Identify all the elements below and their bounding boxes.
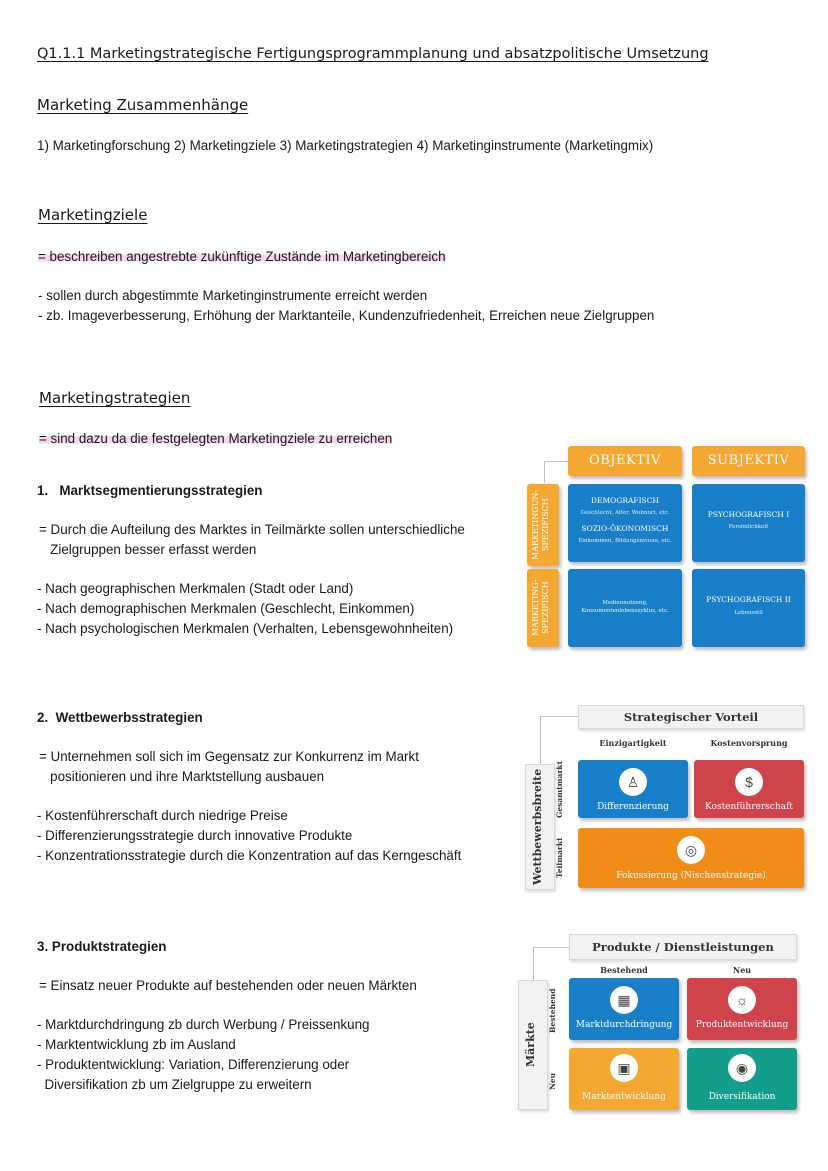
wett-bullet-3: - Konzentrationsstrategie durch die Konzentration auf das Kerngeschäft [37, 848, 462, 863]
seg-def-1: = Durch die Aufteilung des Marktes in Teilmärkte sollen unterschiedliche [39, 522, 465, 537]
wett-box-1-label: Differenzierung [597, 802, 669, 812]
strategien-definition: = sind dazu da die festgelegten Marketingziele zu erreichen [39, 431, 393, 446]
target-group-icon: ◎ [677, 836, 705, 864]
wett-side-panel [525, 764, 555, 890]
seg-cell-11-sub2: Einkommen, Bildungsniveau, etc. [578, 538, 672, 544]
prod-heading: 3. Produktstrategien [37, 939, 167, 954]
seg-cell-11-title2: SOZIO-ÖKONOMISCH [581, 524, 669, 533]
prod-col-2: Neu [732, 965, 752, 975]
prod-bullet-3: - Produktentwicklung: Variation, Differenzierung oder [37, 1057, 350, 1072]
prod-row-1: Bestehend [548, 988, 557, 1034]
seg-cell-psychografisch-2 [692, 569, 805, 647]
lightbulb-icon: ☼ [728, 986, 756, 1014]
seg-cell-22-sub: Lebensstil [734, 610, 763, 616]
competition-diagram [522, 700, 812, 896]
presentation-icon: ▦ [610, 986, 638, 1014]
wett-col-1: Einzigartigkeit [599, 738, 667, 748]
wett-heading: 2. Wettbewerbsstrategien [37, 710, 203, 725]
wett-header: Strategischer Vorteil [578, 705, 804, 729]
seg-cell-21-sub: Mediennutzung, Konsumentenlebenszyklus, etc. [581, 600, 669, 614]
seg-cell-22-title: PSYCHOGRAFISCH II [706, 595, 791, 604]
seg-cell-11-title: DEMOGRAFISCH [591, 496, 659, 505]
seg-bullet-1: - Nach geographischen Merkmalen (Stadt oder Land) [37, 581, 354, 596]
heading-marketingstrategien: Marketingstrategien [39, 389, 191, 407]
prod-box-marktdurchdringung [569, 978, 679, 1040]
prod-box-3-label: Marktentwicklung [581, 1092, 666, 1102]
seg-cell-12-sub: Persönlichkeit [728, 524, 769, 530]
wett-side-label: Wettbewerbsbreite [531, 768, 544, 886]
money-bag-icon: $ [735, 768, 763, 796]
seg-cell-demografisch [568, 484, 682, 562]
seg-bullet-3: - Nach psychologischen Merkmalen (Verhalten, Lebensgewohnheiten) [37, 621, 454, 636]
team-icon: ♙ [619, 768, 647, 796]
wett-bullet-1: - Kostenführerschaft durch niedrige Preise [37, 808, 288, 823]
heading-zusammenhaenge: Marketing Zusammenhänge [37, 96, 249, 114]
segmentation-diagram [524, 443, 814, 653]
seg-cell-11-sub: Geschlecht, Alter, Wohnort, etc. [580, 510, 670, 516]
wett-box-fokussierung [578, 828, 804, 888]
prod-def: = Einsatz neuer Produkte auf bestehenden oder neuen Märkten [39, 978, 417, 993]
wett-box-3-label: Fokussierung (Nischenstrategie) [616, 871, 766, 881]
wett-row-2: Teilmarkt [555, 837, 564, 879]
seg-col-subjektiv: SUBJEKTIV [692, 446, 805, 476]
prod-header: Produkte / Dienstleistungen [569, 934, 797, 960]
prod-box-diversifikation [687, 1048, 797, 1110]
prod-bullet-2: - Marktentwicklung zb im Ausland [37, 1037, 236, 1052]
wett-def-1: = Unternehmen soll sich im Gegensatz zur Konkurrenz im Markt [39, 749, 419, 764]
heading-marketingziele: Marketingziele [38, 206, 148, 224]
prod-col-1: Bestehend [600, 965, 648, 975]
seg-heading: 1. Marktsegmentierungsstrategien [37, 483, 263, 498]
prod-box-2-label: Produktentwicklung [695, 1020, 789, 1030]
wett-col-2: Kostenvorsprung [710, 738, 788, 748]
ziele-definition: = beschreiben angestrebte zukünftige Zustände im Marketingbereich [38, 249, 446, 264]
prod-box-4-label: Diversifikation [708, 1092, 776, 1102]
seg-cell-marketing-spezifisch [568, 569, 682, 647]
prod-box-1-label: Marktdurchdringung [575, 1020, 673, 1030]
prod-bullet-4: Diversifikation zb um Zielgruppe zu erweitern [37, 1077, 312, 1092]
wett-bullet-2: - Differenzierungsstrategie durch innovative Produkte [37, 828, 353, 843]
seg-row-2 [527, 569, 559, 647]
prod-box-marktentwicklung [569, 1048, 679, 1110]
prod-bullet-1: - Marktdurchdringung zb durch Werbung / Preissenkung [37, 1017, 370, 1032]
bracket-line [540, 716, 580, 764]
seg-cell-12-title: PSYCHOGRAFISCH I [707, 510, 790, 519]
seg-cell-psychografisch-1 [692, 484, 805, 562]
location-pin-icon: ◉ [728, 1054, 756, 1082]
ziele-bullet-2: - zb. Imageverbesserung, Erhöhung der Marktanteile, Kundenzufriedenheit, Erreichen neue Zielgruppen [38, 308, 655, 323]
prod-side-panel [518, 980, 548, 1110]
seg-row-1 [527, 484, 559, 566]
seg-def-2: Zielgruppen besser erfasst werden [39, 542, 257, 557]
page-title: Q1.1.1 Marketingstrategische Fertigungsprogrammplanung und absatzpolitische Umsetzung [37, 46, 709, 62]
wett-box-2-label: Kostenführerschaft [705, 802, 793, 812]
store-icon: ▣ [610, 1054, 638, 1082]
wett-def-2: positionieren und ihre Marktstellung ausbauen [39, 769, 325, 784]
prod-box-produktentwicklung [687, 978, 797, 1040]
zusammenhaenge-line: 1) Marketingforschung 2) Marketingziele 3) Marketingstrategien 4) Marketinginstrumente (Marketingmix) [37, 138, 654, 153]
wett-box-kostenfuehrerschaft [694, 760, 804, 818]
seg-row-1-label: MARKETINGUN- SPEZIFISCH [531, 489, 550, 561]
seg-bullet-2: - Nach demographischen Merkmalen (Geschlecht, Einkommen) [37, 601, 415, 616]
prod-side-label: Märkte [524, 1022, 537, 1068]
seg-col-objektiv: OBJEKTIV [568, 446, 682, 476]
product-diagram [515, 930, 812, 1116]
wett-row-1: Gesamtmarkt [555, 760, 564, 818]
prod-row-2: Neu [548, 1072, 557, 1090]
ziele-bullet-1: - sollen durch abgestimmte Marketinginstrumente erreicht werden [38, 288, 428, 303]
wett-box-differenzierung [578, 760, 688, 818]
seg-row-2-label: MARKETING- SPEZIFISCH [531, 579, 550, 637]
